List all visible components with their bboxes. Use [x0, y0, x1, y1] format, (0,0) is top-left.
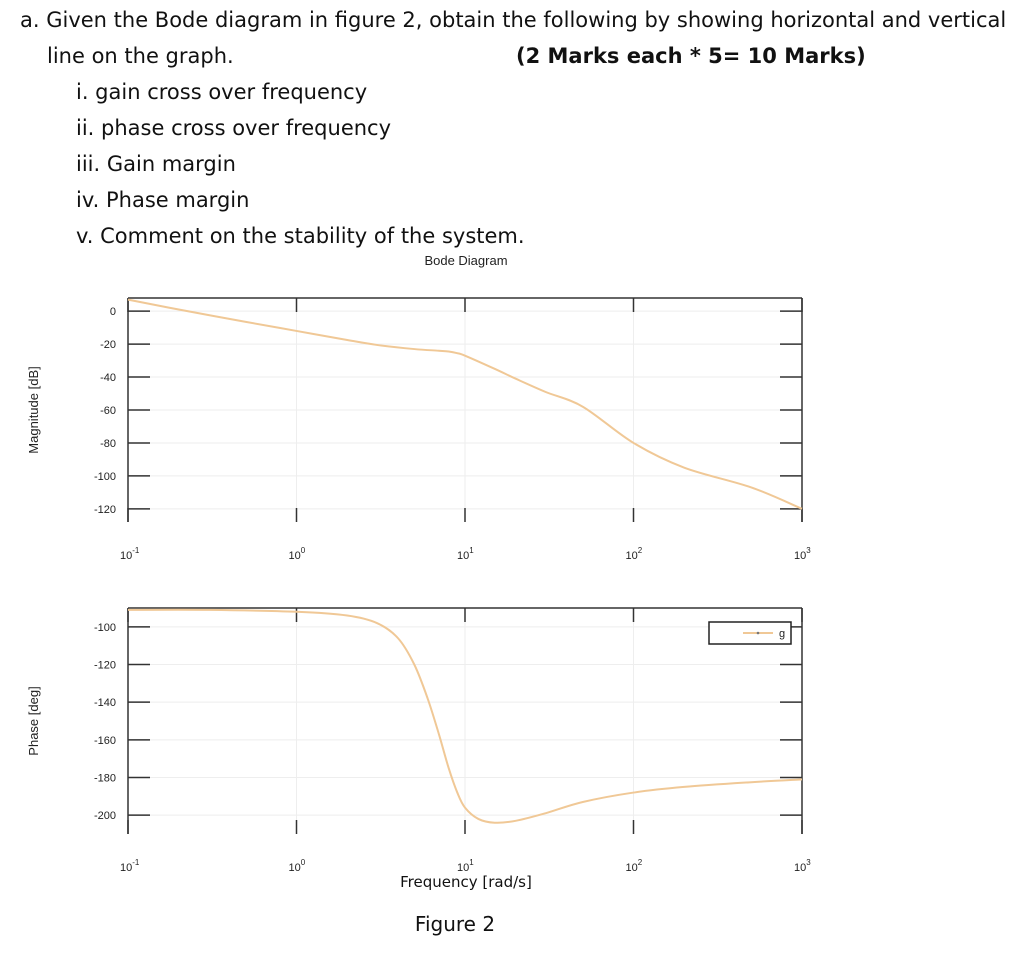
x-tick-label-exponent: 2 — [637, 858, 643, 867]
x-tick-label-base: 10 — [288, 862, 301, 874]
y-tick-label: -120 — [93, 503, 116, 516]
question-item-4: iv. Phase margin — [76, 188, 250, 212]
x-tick-label-exponent: 0 — [300, 546, 306, 555]
question-item-5: v. Comment on the stability of the system. — [76, 224, 525, 248]
y-axis-label: Magnitude [dB] — [26, 366, 41, 454]
figure-caption: Figure 2 — [414, 912, 496, 936]
phase-panel — [26, 608, 811, 874]
x-tick-label-exponent: 1 — [469, 546, 474, 555]
question-line-2: line on the graph. — [47, 44, 234, 68]
question-item-2: ii. phase cross over frequency — [76, 116, 392, 140]
y-tick-label: -20 — [100, 339, 116, 352]
x-tick-label — [626, 858, 643, 874]
question-line-1: a. Given the Bode diagram in figure 2, obtain the following by showing horizontal and vertical — [20, 8, 1007, 32]
x-tick-label — [120, 858, 140, 874]
y-tick-label: -180 — [93, 772, 116, 785]
x-tick-label-exponent: 1 — [469, 858, 474, 867]
x-tick-label-exponent: 0 — [300, 858, 306, 867]
x-tick-label-base: 10 — [288, 550, 301, 562]
x-tick-label-base: 10 — [794, 862, 807, 874]
legend-label: g — [779, 628, 786, 640]
x-tick-label-base: 10 — [625, 862, 638, 874]
y-tick-label: -200 — [93, 810, 116, 823]
chart-title: Bode Diagram — [424, 253, 508, 268]
magnitude-panel — [26, 298, 811, 562]
x-tick-label-base: 10 — [120, 862, 133, 874]
y-tick-label: -140 — [93, 697, 116, 710]
x-tick-label-exponent: 2 — [637, 546, 643, 555]
y-tick-label: -80 — [100, 437, 116, 450]
y-tick-label: -60 — [100, 405, 116, 417]
x-tick-label-exponent: -1 — [132, 858, 140, 867]
x-tick-label — [457, 546, 474, 562]
y-tick-label: -40 — [100, 372, 116, 385]
x-tick-label — [289, 546, 306, 562]
y-axis-label: Phase [deg] — [26, 686, 41, 756]
x-tick-label-exponent: 3 — [806, 858, 811, 867]
x-tick-label-base: 10 — [120, 550, 133, 562]
x-tick-label — [457, 858, 474, 874]
marks-allocation: (2 Marks each * 5= 10 Marks) — [516, 44, 866, 68]
x-tick-label — [626, 546, 643, 562]
x-tick-label-base: 10 — [457, 862, 470, 874]
x-tick-label — [794, 858, 811, 874]
x-tick-label — [289, 858, 306, 874]
question-item-1: i. gain cross over frequency — [76, 80, 368, 104]
x-tick-label-base: 10 — [794, 550, 807, 562]
y-tick-label: 0 — [109, 306, 116, 319]
y-tick-label: -120 — [93, 659, 116, 672]
y-tick-label: -100 — [93, 470, 116, 483]
x-tick-label-base: 10 — [625, 550, 638, 562]
y-tick-label: -160 — [93, 734, 116, 747]
legend-marker — [757, 632, 760, 635]
question-item-3: iii. Gain margin — [76, 152, 236, 176]
x-tick-label — [120, 546, 140, 562]
x-tick-label-base: 10 — [457, 550, 470, 562]
x-axis-label: Frequency [rad/s] — [400, 873, 532, 891]
x-tick-label — [794, 546, 811, 562]
x-tick-label-exponent: -1 — [132, 546, 140, 555]
x-tick-label-exponent: 3 — [806, 546, 811, 555]
y-tick-label: -100 — [93, 621, 116, 634]
